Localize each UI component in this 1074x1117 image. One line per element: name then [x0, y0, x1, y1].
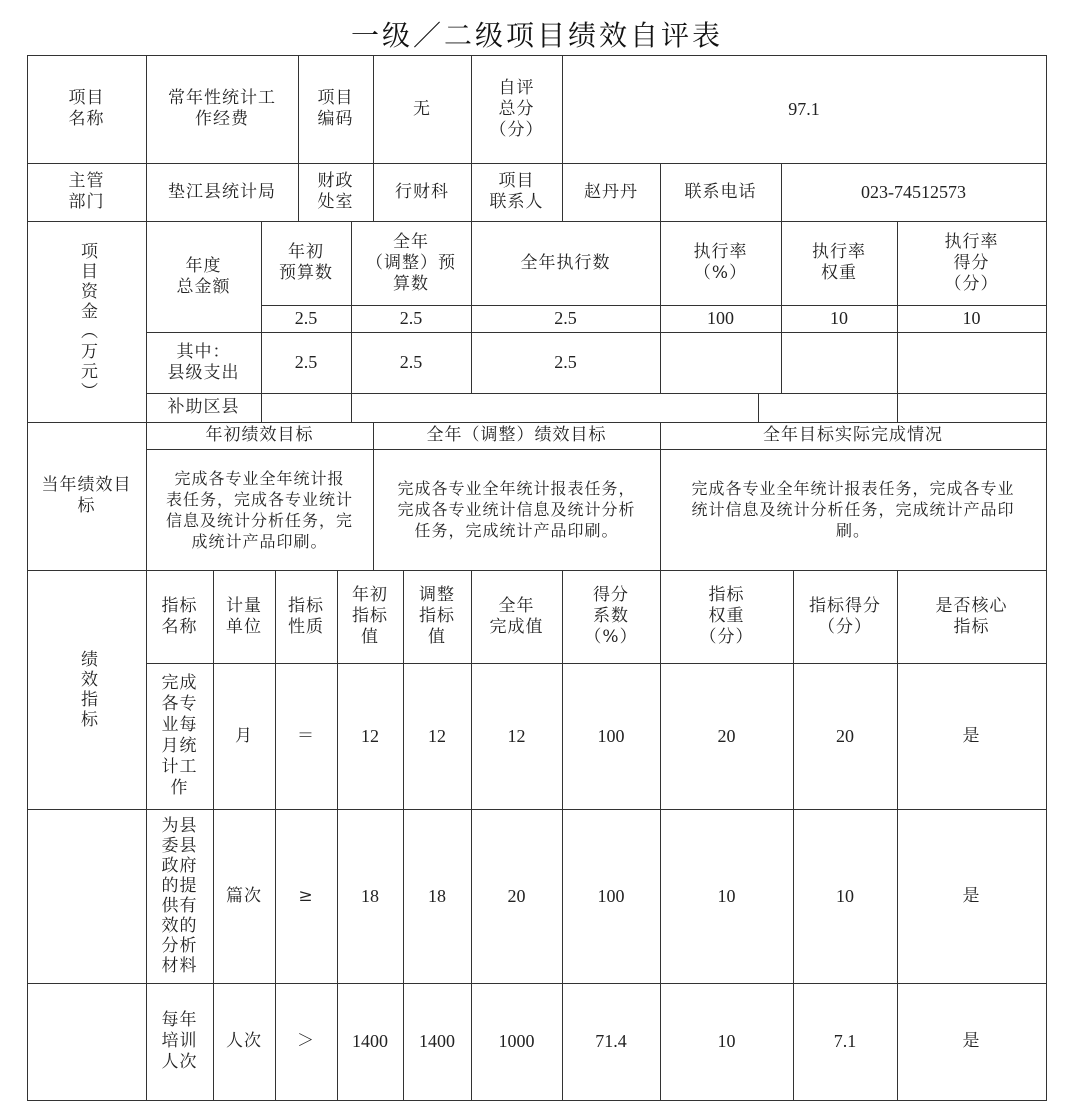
core-indicator-header: 是否核心 指标 [935, 595, 1008, 637]
contact-value: 赵丹丹 [584, 181, 638, 202]
indicator-initial-target: 1400 [352, 1031, 388, 1051]
indicator-core: 是 [962, 885, 981, 906]
exec-rate-label: 执行率 （%） [693, 242, 748, 283]
actual-completion-header: 全年目标实际完成情况 [763, 425, 943, 445]
completed-value-header: 全年 完成值 [489, 595, 544, 637]
goals-section-label: 当年绩效目 标 [41, 475, 132, 516]
indicators-section-label: 绩效指标 [77, 649, 97, 730]
exec-rate-score-value: 10 [962, 308, 981, 328]
actual-completion-text: 完成各专业全年统计报表任务，完成各专业 统计信息及统计分析任务，完成统计产品印 刷。 [691, 479, 1015, 540]
indicator-name: 每年 培训 人次 [161, 1010, 198, 1072]
indicator-nature: ＝ [297, 725, 315, 746]
nature-header: 指标 性质 [288, 595, 324, 637]
indicator-nature: ≥ [298, 885, 314, 906]
indicator-score: 7.1 [833, 1031, 857, 1051]
indicator-adjusted-target: 1400 [419, 1031, 455, 1051]
self-score-value: 97.1 [788, 98, 820, 119]
indicator-nature: ＞ [297, 1031, 315, 1051]
score-coef-header: 得分 系数 （%） [584, 585, 638, 647]
indicator-unit: 人次 [226, 1031, 262, 1051]
indicator-coef: 71.4 [595, 1031, 627, 1051]
project-code-value: 无 [413, 98, 431, 119]
indicator-unit: 月 [235, 725, 253, 746]
indicator-coef: 100 [597, 725, 625, 746]
exec-rate-score-label: 执行率 得分 （分） [944, 231, 999, 294]
indicator-initial-target: 18 [361, 885, 379, 906]
indicator-score: 10 [836, 885, 854, 906]
indicator-score: 20 [836, 725, 854, 746]
county-expense-label: 其中： 县级支出 [167, 341, 240, 383]
phone-label: 联系电话 [684, 181, 757, 202]
indicator-completed: 12 [507, 725, 526, 746]
unit-header: 计量 单位 [226, 595, 262, 637]
indicator-core: 是 [962, 725, 981, 746]
initial-goal-header: 年初绩效目标 [205, 425, 314, 445]
indicator-weight: 20 [717, 725, 736, 746]
indicator-name: 完成 各专 业每 月统 计工 作 [161, 673, 198, 798]
indicator-score-header: 指标得分 （分） [809, 595, 881, 637]
adjusted-budget-label: 全年 （调整）预 算数 [366, 231, 456, 294]
county-adjusted-budget: 2.5 [399, 352, 423, 372]
adjusted-goal-text: 完成各专业全年统计报表任务， 完成各专业统计信息及统计分析 任务，完成统计产品印刷。 [397, 479, 636, 540]
initial-goal-text: 完成各专业全年统计报 表任务，完成各专业统计 信息及统计分析任务，完 成统计产品印刷。 [165, 468, 353, 551]
county-initial-budget: 2.5 [294, 352, 318, 372]
adjusted-target-header: 调整 指标 值 [419, 585, 455, 647]
indicator-weight: 10 [717, 1031, 736, 1051]
exec-rate-weight-label: 执行率 权重 [812, 242, 866, 283]
project-name-value: 常年性统计工 作经费 [168, 88, 276, 129]
indicator-initial-target: 12 [361, 725, 379, 746]
project-code-label: 项目 编码 [317, 88, 354, 129]
exec-rate-weight-value: 10 [830, 308, 848, 328]
indicator-name-header: 指标 名称 [161, 595, 198, 637]
indicator-coef: 100 [597, 885, 625, 906]
county-executed: 2.5 [554, 352, 577, 372]
indicator-unit: 篇次 [226, 885, 262, 906]
subsidy-district-label: 补助区县 [167, 397, 240, 417]
phone-value: 023-74512573 [861, 181, 966, 202]
indicator-completed: 20 [507, 885, 526, 906]
total-executed: 2.5 [554, 308, 577, 328]
project-name-label: 项目 名称 [68, 88, 105, 129]
indicator-adjusted-target: 18 [428, 885, 446, 906]
form-title: 一级／二级项目绩效自评表 [350, 19, 723, 52]
funds-section-label: 项目资金（万元） [77, 241, 97, 402]
indicator-core: 是 [962, 1031, 981, 1051]
finance-office-label: 财政 处室 [317, 171, 354, 212]
adjusted-goal-header: 全年（调整）绩效目标 [426, 425, 607, 445]
contact-label: 项目 联系人 [489, 171, 544, 212]
executed-label: 全年执行数 [520, 252, 611, 273]
indicator-completed: 1000 [498, 1031, 535, 1051]
dept-label: 主管 部门 [68, 171, 105, 212]
indicator-adjusted-target: 12 [428, 725, 446, 746]
annual-total-label: 年度 总金额 [176, 255, 231, 297]
indicator-name: 为县 委县 政府 的提 供有 效的 分析 材料 [161, 816, 198, 976]
finance-office-value: 行财科 [395, 181, 449, 202]
indicator-weight: 10 [717, 885, 736, 906]
initial-budget-label: 年初 预算数 [279, 242, 333, 283]
total-adjusted-budget: 2.5 [399, 308, 423, 328]
initial-target-header: 年初 指标 值 [352, 585, 388, 647]
dept-value: 垫江县统计局 [168, 181, 276, 202]
total-initial-budget: 2.5 [294, 308, 318, 328]
self-score-label: 自评 总分 （分） [489, 77, 544, 140]
exec-rate-value: 100 [707, 308, 734, 328]
indicator-weight-header: 指标 权重 （分） [699, 585, 754, 647]
